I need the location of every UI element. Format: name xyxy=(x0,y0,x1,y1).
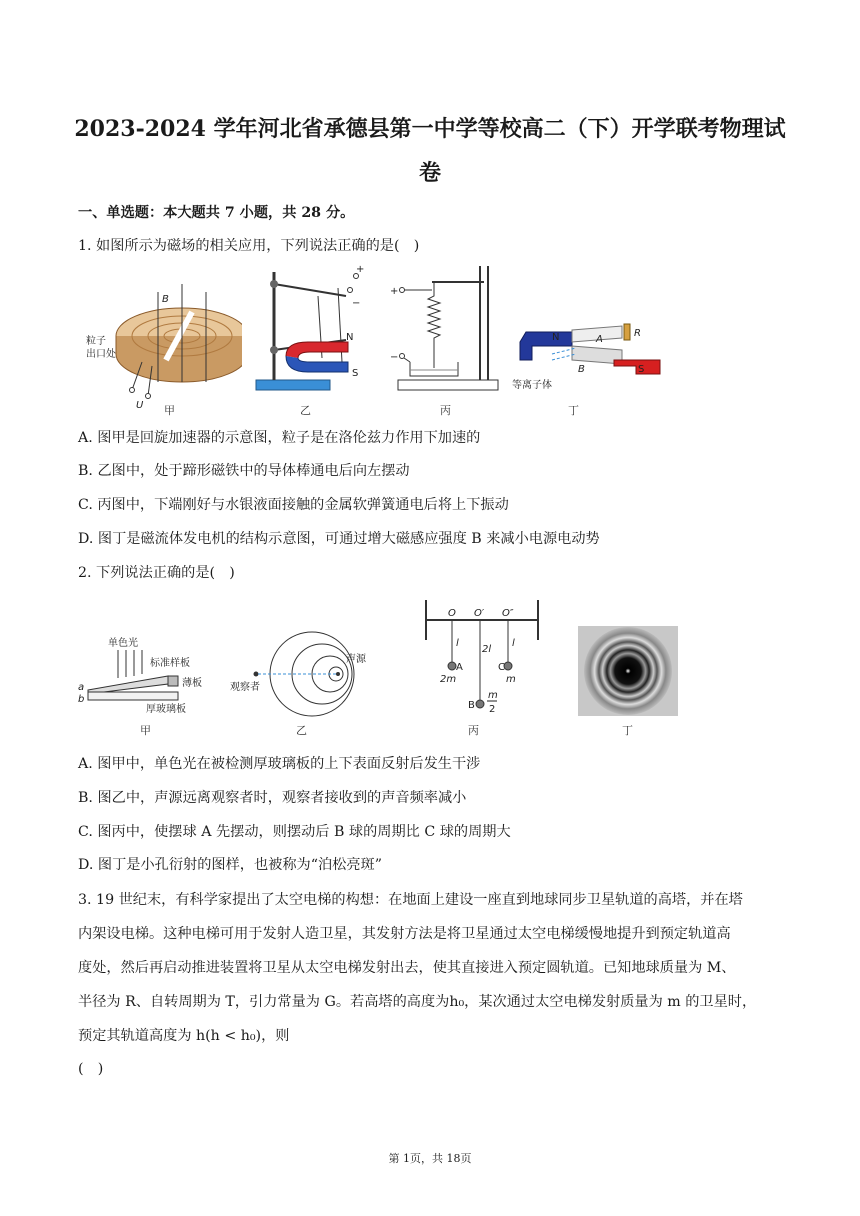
q2-caption-bing: 丙 xyxy=(468,724,479,737)
q1-option-c: C. 丙图中，下端刚好与水银液面接触的金属软弹簧通电后将上下振动 xyxy=(78,497,509,513)
q2-caption-yi: 乙 xyxy=(296,724,307,737)
q3-line-4: 半径为 R、自转周期为 T，引力常量为 G。若高塔的高度为h₀，某次通过太空电梯发射质量为 m 的卫星时， xyxy=(78,994,757,1010)
q2-bing-label-m: m xyxy=(506,674,516,685)
q3-line-5: 预定其轨道高度为 h(h < h₀)，则 xyxy=(78,1028,290,1044)
q2-figure-yi xyxy=(226,628,396,718)
q2-bing-label-o1: O′ xyxy=(474,608,485,619)
q2-bing-label-b: B xyxy=(468,700,475,711)
q2-bing-label-m-den: 2 xyxy=(489,704,496,715)
q1-jia-label-b: B xyxy=(162,294,169,305)
q1-bing-label-plus: + xyxy=(390,286,399,297)
q2-bing-label-a: A xyxy=(456,662,463,673)
q2-jia-label-standard: 标准样板 xyxy=(150,658,190,669)
q1-bing-label-minus: − xyxy=(390,352,399,363)
q1-yi-label-minus: − xyxy=(352,298,361,309)
q2-bing-label-l2: l xyxy=(512,638,515,649)
q2-bing-label-2l: 2l xyxy=(482,644,492,655)
q3-line-1: 3. 19 世纪末，有科学家提出了太空电梯的构想：在地面上建设一座直到地球同步卫星轨道的高塔，并在塔 xyxy=(78,892,743,908)
q1-option-b: B. 乙图中，处于蹄形磁铁中的导体棒通电后向左摆动 xyxy=(78,463,410,479)
q2-bing-label-c: C xyxy=(498,662,505,673)
q2-option-c: C. 图丙中，使摆球 A 先摆动，则摆动后 B 球的周期比 C 球的周期大 xyxy=(78,824,511,840)
q1-figure-yi xyxy=(252,262,372,402)
q1-figure-jia xyxy=(82,262,242,416)
q2-figure-bing xyxy=(416,596,546,720)
q1-caption-ding: 丁 xyxy=(568,404,579,417)
q2-yi-label-observer: 观察者 xyxy=(230,682,260,693)
q1-yi-label-s: S xyxy=(352,368,359,379)
q2-jia-label-thin: 薄板 xyxy=(182,678,202,689)
page-title: 2023-2024 学年河北省承德县第一中学等校高二（下）开学联考物理试 xyxy=(74,116,786,142)
q1-ding-label-n: N xyxy=(552,332,560,343)
q1-yi-label-plus: + xyxy=(356,264,365,275)
q1-jia-label-u: U xyxy=(136,400,144,411)
section-heading: 一、单选题：本大题共 7 小题，共 28 分。 xyxy=(78,205,355,221)
q1-yi-label-n: N xyxy=(346,332,354,343)
q2-bing-label-m-num: m xyxy=(488,690,498,701)
q3-line-3: 度处，然后再启动推进装置将卫星从太空电梯发射出去，使其直接进入预定圆轨道。已知地球质量为 M、 xyxy=(78,960,736,976)
q1-option-d: D. 图丁是磁流体发电机的结构示意图，可通过增大磁感应强度 B 来减小电源电动势 xyxy=(78,531,600,547)
q1-ding-label-b: B xyxy=(578,364,585,375)
q1-caption-bing: 丙 xyxy=(440,404,451,417)
q2-figure-jia xyxy=(78,632,228,716)
q1-caption-jia: 甲 xyxy=(164,404,175,417)
q1-jia-label-particle: 粒子 xyxy=(86,336,106,347)
q1-ding-label-a: A xyxy=(596,334,603,345)
q1-jia-label-exit: 出口处 xyxy=(86,349,116,360)
q3-line-6: ( ) xyxy=(78,1061,104,1077)
page-title-continued: 卷 xyxy=(418,160,441,186)
q2-yi-label-source: 声源 xyxy=(346,654,366,665)
q2-jia-label-a: a xyxy=(78,682,85,693)
q1-figure-bing xyxy=(388,262,508,402)
q2-figure-ding xyxy=(578,626,678,716)
q2-bing-label-o: O xyxy=(448,608,456,619)
q2-stem: 2. 下列说法正确的是( ) xyxy=(78,565,235,581)
q3-line-2: 内架设电梯。这种电梯可用于发射人造卫星，其发射方法是将卫星通过太空电梯缓慢地提升到预定轨道高 xyxy=(78,926,731,942)
q2-bing-label-l1: l xyxy=(456,638,459,649)
q1-ding-label-plasma: 等离子体 xyxy=(512,380,552,391)
q1-option-a: A. 图甲是回旋加速器的示意图，粒子是在洛伦兹力作用下加速的 xyxy=(78,430,481,446)
q1-ding-label-s: S xyxy=(638,364,645,375)
q2-jia-label-light: 单色光 xyxy=(108,638,138,649)
q2-jia-label-b: b xyxy=(78,694,85,705)
q2-caption-jia: 甲 xyxy=(140,724,151,737)
q1-stem: 1. 如图所示为磁场的相关应用，下列说法正确的是( ) xyxy=(78,238,420,254)
q1-caption-yi: 乙 xyxy=(300,404,311,417)
q2-bing-label-o2: O″ xyxy=(502,608,514,619)
q2-jia-label-thick: 厚玻璃板 xyxy=(146,704,186,715)
q2-option-b: B. 图乙中，声源远离观察者时，观察者接收到的声音频率减小 xyxy=(78,790,467,806)
q2-option-a: A. 图甲中，单色光在被检测厚玻璃板的上下表面反射后发生干涉 xyxy=(78,756,481,772)
q2-option-d: D. 图丁是小孔衍射的图样，也被称为“泊松亮斑” xyxy=(78,857,382,873)
page-footer: 第 1页，共 18页 xyxy=(388,1152,472,1165)
q2-bing-label-2m: 2m xyxy=(440,674,457,685)
q2-caption-ding: 丁 xyxy=(622,724,633,737)
q1-figure-ding xyxy=(512,316,672,400)
q1-ding-label-r: R xyxy=(634,328,641,339)
